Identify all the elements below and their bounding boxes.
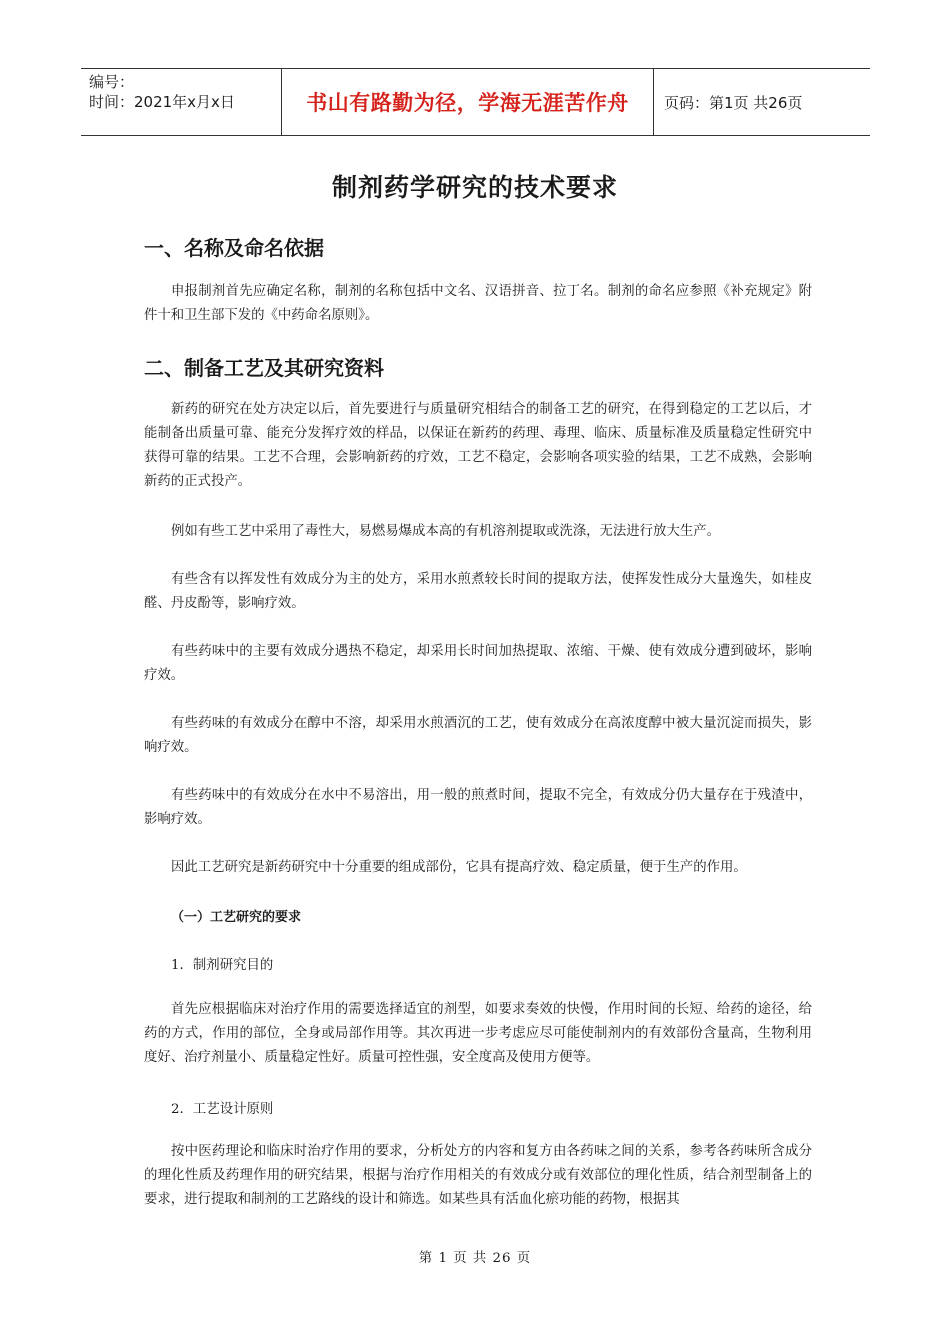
paragraph: 新药的研究在处方决定以后，首先要进行与质量研究相结合的制备工艺的研究，在得到稳定的工艺以后，才能制备出质量可靠、能充分发挥疗效的样品，以保证在新药的药理、毒理、临床、质量标准及质量稳定性研究中获得可靠的结果。工艺不合理，会影响新药的疗效，工艺不稳定，会影响各项实验的结果，工艺不成熟，会影响新药的正式投产。 <box>144 402 812 489</box>
paragraph: 按中医药理论和临床时治疗作用的要求，分析处方的内容和复方由各药味之间的关系，参考各药味所含成分的理化性质及药理作用的研究结果，根据与治疗作用相关的有效成分或有效部位的理化性质，结合剂型制备上的要求，进行提取和制剂的工艺路线的设计和筛选。如某些具有活血化瘀功能的药物，根据其 <box>144 1144 812 1207</box>
header-meta <box>81 69 281 135</box>
code-label: 编号： <box>89 73 135 91</box>
section-heading-2: 二、制备工艺及其研究资料 <box>144 356 384 380</box>
header-motto-cell <box>281 69 654 135</box>
paragraph: 例如有些工艺中采用了毒性大，易燃易爆成本高的有机溶剂提取或洗涤，无法进行放大生产。 <box>171 524 721 539</box>
paragraph: 有些药味中的主要有效成分遇热不稳定，却采用长时间加热提取、浓缩、干燥、使有效成分遭到破坏，影响疗效。 <box>144 644 812 683</box>
paragraph: 因此工艺研究是新药研究中十分重要的组成部份，它具有提高疗效、稳定质量，便于生产的作用。 <box>171 860 747 875</box>
paragraph: 有些药味的有效成分在醇中不溶，却采用水煎酒沉的工艺，使有效成分在高浓度醇中被大量沉淀而损失，影响疗效。 <box>144 716 812 755</box>
time-label: 时间：2021年x月x日 <box>89 93 235 111</box>
page-footer: 第 1 页 共 26 页 <box>418 1251 532 1266</box>
item-heading: 1．制剂研究目的 <box>171 958 274 973</box>
paragraph: 申报制剂首先应确定名称，制剂的名称包括中文名、汉语拼音、拉丁名。制剂的命名应参照《补充规定》附件十和卫生部下发的《中药命名原则》。 <box>144 284 812 323</box>
page-info: 页码：第1页 共26页 <box>664 93 803 112</box>
paragraph: 首先应根据临床对治疗作用的需要选择适宜的剂型，如要求奏效的快慢，作用时间的长短、给药的途径，给药的方式，作用的部位，全身或局部作用等。其次再进一步考虑应尽可能使制剂内的有效部份含量高，生物利用度好、治疗剂量小、质量稳定性好。质量可控性强，安全度高及使用方便等。 <box>144 1002 812 1065</box>
paragraph: 有些药味中的有效成分在水中不易溶出，用一般的煎煮时间，提取不完全，有效成分仍大量存在于残渣中，影响疗效。 <box>144 788 812 827</box>
motto-text: 书山有路勤为径，学海无涯苦作舟 <box>306 91 629 115</box>
paragraph: 有些含有以挥发性有效成分为主的处方，采用水煎煮较长时间的提取方法，使挥发性成分大量逸失，如桂皮醛、丹皮酚等，影响疗效。 <box>144 572 812 611</box>
document-title: 制剂药学研究的技术要求 <box>331 173 618 202</box>
section-heading-1: 一、名称及命名依据 <box>144 236 324 260</box>
subsection-heading: （一）工艺研究的要求 <box>171 910 302 925</box>
document-header <box>81 68 870 136</box>
item-heading: 2．工艺设计原则 <box>171 1102 274 1117</box>
